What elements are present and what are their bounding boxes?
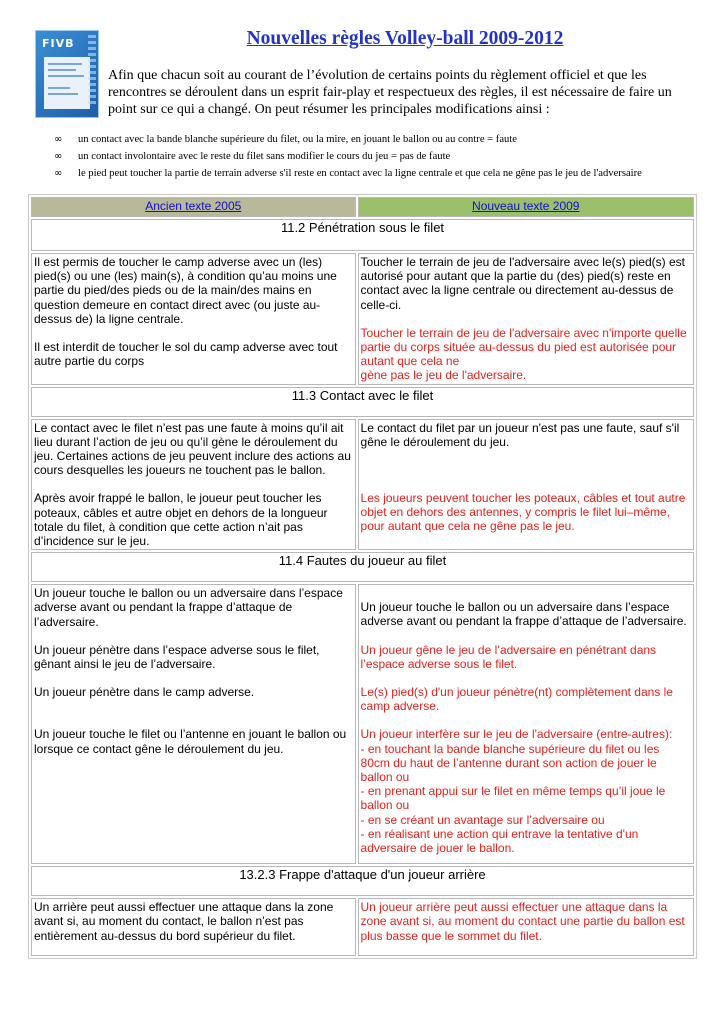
section-title-row: [31, 866, 694, 896]
infinity-bullet-icon: ∞: [54, 168, 63, 179]
section-title: 11.2 Pénétration sous le filet: [31, 219, 694, 251]
section-title: 11.4 Fautes du joueur au filet: [31, 552, 694, 582]
rules-comparison-table: [28, 194, 697, 959]
header-new-link[interactable]: Nouveau texte 2009: [472, 199, 580, 213]
section-title-row: [31, 552, 694, 582]
header-old-link[interactable]: Ancien texte 2005: [145, 199, 242, 213]
old-text-cell: Un arrière peut aussi effectuer une attaque dans la zone avant si, au moment du contact, le ballon n’est pas entièrement au-dessus du bord supérieur du filet.: [31, 898, 356, 956]
section-title-row: [31, 387, 694, 417]
new-text-cell: Toucher le terrain de jeu de l'adversaire avec le(s) pied(s) est autorisé pour autant que la partie du (des) pied(s) reste en contact avec la ligne centrale ou directement au-dessus de celle-ci. Toucher le terrain de jeu de l'adversaire avec n'importe quelle partie du corps située au-dessus du pied est autorisée pour autant que cela ne gène pas le jeu de l'adversaire.: [358, 253, 694, 385]
section-title: 13.2.3 Frappe d'attaque d'un joueur arrière: [31, 866, 694, 896]
section-title-row: [31, 219, 694, 251]
page-title: Nouvelles règles Volley-ball 2009-2012: [246, 28, 564, 49]
table-row: [31, 898, 694, 956]
fivb-logo: FIVB: [42, 37, 75, 50]
new-text-cell: Le contact du filet par un joueur n'est pas une faute, sauf s'il gêne le déroulement du jeu. Les joueurs peuvent toucher les poteaux, câbles et tout autre objet en dehors des antennes, y compris le filet lui–même, pour autant que cela ne gêne pas le jeu.: [358, 419, 694, 551]
table-row: [31, 253, 694, 385]
old-text-cell: Un joueur touche le ballon ou un adversaire dans l’espace adverse avant ou pendant la frappe d’attaque de l’adversaire. Un joueur pénètre dans l’espace adverse sous le filet, gênant ainsi le jeu de l’adversaire. Un joueur pénètre dans le camp adverse. Un joueur touche le filet ou l’antenne en jouant le ballon ou lorsque ce contact gêne le déroulement du jeu.: [31, 584, 356, 864]
list-item: ∞ un contact avec la bande blanche supérieure du filet, ou la mire, en jouant le ballon ou au contre = faute: [54, 131, 704, 148]
infinity-bullet-icon: ∞: [54, 134, 63, 145]
fivb-rulebook-cover-image: [35, 30, 99, 118]
cover-panel: [44, 57, 90, 109]
section-title: 11.3 Contact avec le filet: [31, 387, 694, 417]
bullet-list: [54, 131, 704, 182]
intro-paragraph: Afin que chacun soit au courant de l’évolution de certains points du règlement officiel et que les rencontres se déroulent dans un esprit fair-play et respectueux des règles, il est nécessaire de faire un point sur ce qui a changé. On peut résumer les principales modifications ainsi :: [108, 68, 672, 117]
old-text-cell: Le contact avec le filet n’est pas une faute à moins qu’il ait lieu durant l’action de jeu ou qu’il gène le déroulement du jeu. Certaines actions de jeu peuvent inclure des actions au cours desquelles les joueurs ne touchent pas le ballon. Après avoir frappé le ballon, le joueur peut toucher les poteaux, câbles et autre objet en dehors de la longueur totale du filet, à condition que cette action n’ait pas d’incidence sur le jeu.: [31, 419, 356, 551]
table-header-row: [31, 197, 694, 217]
new-text-cell: Un joueur touche le ballon ou un adversaire dans l’espace adverse avant ou pendant la frappe d’attaque de l’adversaire. Un joueur gêne le jeu de l’adversaire en pénétrant dans l’espace adverse sous le filet. Le(s) pied(s) d'un joueur pénètre(nt) complètement dans le camp adverse. Un joueur interfère sur le jeu de l'adversaire (entre-autres): - en touchant la bande blanche supérieure du filet ou les 80cm du haut de l’antenne durant son action de jouer le ballon ou - en prenant appui sur le filet en même temps qu’il joue le ballon ou - en se créant un avantage sur l’adversaire ou - en réalisant une action qui entrave la tentative d'un adversaire de jouer le ballon.: [358, 584, 694, 864]
table-row: [31, 419, 694, 551]
infinity-bullet-icon: ∞: [54, 151, 63, 162]
new-text-cell: Un joueur arrière peut aussi effectuer une attaque dans la zone avant si, au moment du contact une partie du ballon est plus basse que le sommet du filet.: [358, 898, 694, 956]
list-item: ∞ le pied peut toucher la partie de terrain adverse s'il reste en contact avec la ligne centrale et que cela ne gêne pas le jeu de l'adversaire: [54, 165, 704, 182]
header-old-text[interactable]: [31, 197, 356, 217]
table-row: [31, 584, 694, 864]
list-item: ∞ un contact involontaire avec le reste du filet sans modifier le cours du jeu = pas de faute: [54, 148, 704, 165]
header-new-text[interactable]: [358, 197, 694, 217]
old-text-cell: Il est permis de toucher le camp adverse avec un (les) pied(s) ou une (les) main(s), à condition qu’au moins une partie du pied/des pieds ou de la main/des mains en question demeure en contact direct avec (ou juste au-dessus de) la ligne centrale. Il est interdit de toucher le sol du camp adverse avec tout autre partie du corps: [31, 253, 356, 385]
